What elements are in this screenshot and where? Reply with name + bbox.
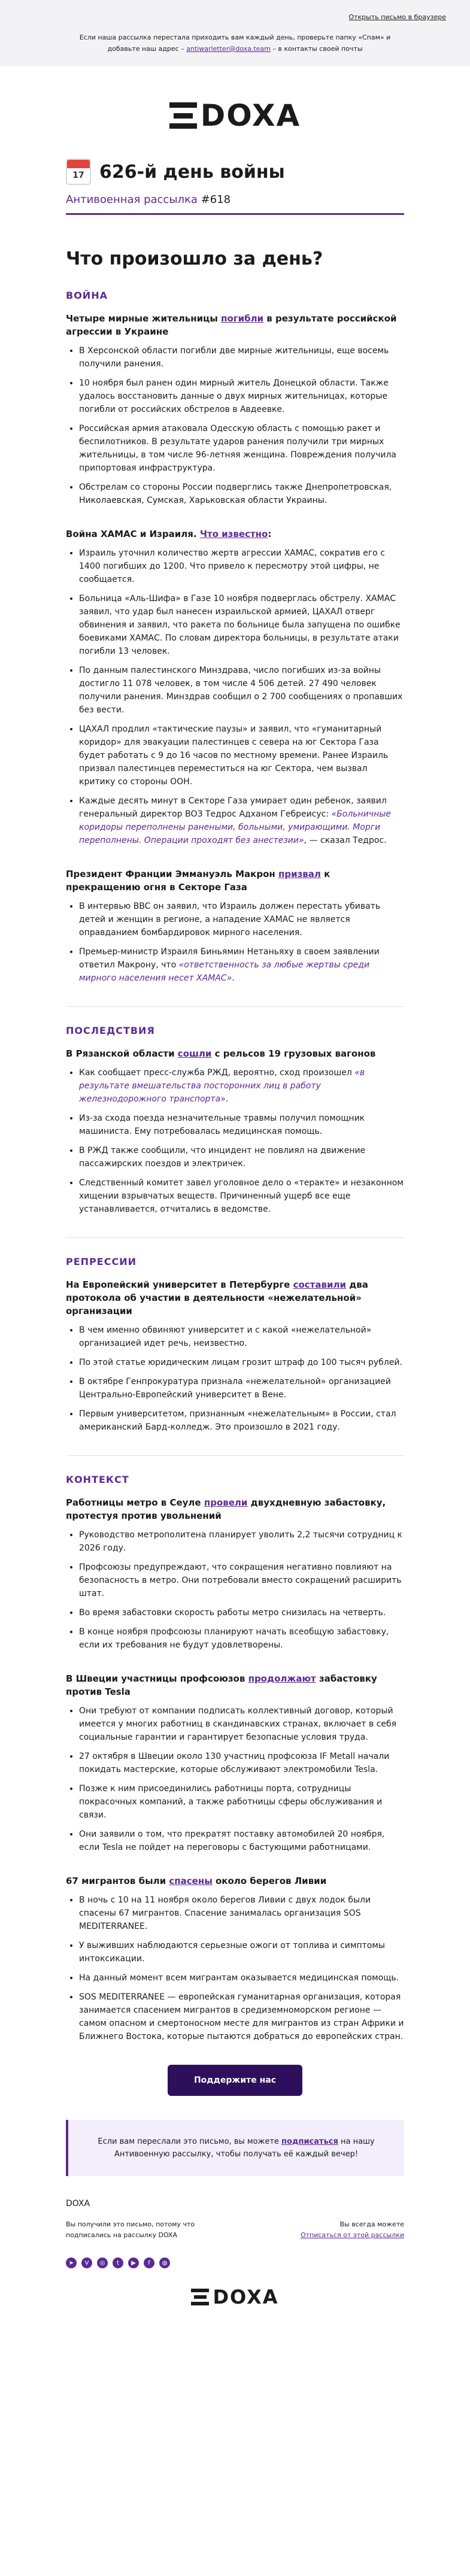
bullet-text: Каждые десять минут в Секторе Газа умирает один ребенок, заявил генеральный директор ВОЗ Тедрос Адханом Гебреисус: xyxy=(79,796,387,819)
footer-reason-line2: подписались на рассылку DOXA xyxy=(66,2231,177,2239)
headline-text-after: в результате российской агрессии в Украине xyxy=(66,313,397,337)
issue-title: 626-й день войны xyxy=(99,161,285,183)
headline-source-link[interactable]: провели xyxy=(204,1497,248,1508)
open-in-browser-row xyxy=(24,13,446,21)
bullet-text: В конце ноября профсоюзы планируют начать всеобщую забастовку, если их требования не будут удовлетворены. xyxy=(79,1627,389,1650)
bullet-text: Первым университетом, признанным «нежелательным» в России, стал американский Бард-колледж. Это произошло в 2021 году. xyxy=(79,1409,396,1432)
list-item xyxy=(79,377,404,416)
story-headline xyxy=(66,867,404,894)
bullet-text: Руководство метрополитена планирует уволить 2,2 тысячи сотрудниц к 2026 году. xyxy=(79,1530,403,1553)
bullet-text: ЦАХАЛ продлил «тактические паузы» и заявил, что «гуманитарный коридор» для эвакуации палестинцев с севера на юг Сектора Газа будет работать с 9 до 16 часов по местному времени. Ранее Израиль призвал палестинцев переместиться на юг Сектора, чем вызвал критику со стороны ООН. xyxy=(79,724,389,787)
bullet-text: В ночь с 10 на 11 ноября около берегов Ливии с двух лодок были спасены 67 мигрантов. Спасение занималась организация SOS MEDITERRANEE. xyxy=(79,1895,371,1931)
doxa-logo-mark-icon xyxy=(169,102,197,129)
facebook-icon[interactable]: f xyxy=(144,2258,154,2268)
footer-brand: DOXA xyxy=(66,2199,90,2208)
list-item xyxy=(79,422,404,475)
news-story xyxy=(66,527,404,847)
headline-source-link[interactable]: погибли xyxy=(221,313,264,324)
forward-text-after: на нашу Антивоенную рассылку, чтобы получать её каждый вечер! xyxy=(114,2137,375,2159)
calendar-icon xyxy=(66,159,91,185)
newsletter-name: Антивоенная рассылка xyxy=(66,193,198,206)
bullet-text: Из-за схода поезда незначительные травмы получил помощник машиниста. Ему потребовалась медицинская помощь. xyxy=(79,1113,365,1136)
footer-doxa-logo-mark-icon xyxy=(191,2289,209,2305)
footer-logo-wrap xyxy=(66,2286,404,2329)
headline-source-link[interactable]: спасены xyxy=(169,1876,213,1886)
notice-text-after: – в контакты своей почты xyxy=(270,45,363,53)
story-bullets xyxy=(66,1324,404,1434)
headline-text-after: к прекращению огня в Секторе Газа xyxy=(66,869,330,893)
issue-header xyxy=(0,159,470,215)
story-bullets xyxy=(66,900,404,985)
section-heading: ВОЙНА xyxy=(66,290,108,301)
section-3 xyxy=(66,1455,404,2043)
telegram-icon[interactable]: ➤ xyxy=(66,2258,77,2268)
list-item xyxy=(79,1324,404,1350)
story-headline xyxy=(66,527,404,541)
bullet-quote: «Больничные коридоры переполнены ранеными, больными, умирающими. Морги переполнены. Операции проходят без анестезии» xyxy=(79,809,391,845)
forwarded-subscribe-box xyxy=(66,2120,404,2176)
headline-source-link[interactable]: продолжают xyxy=(248,1673,316,1684)
bullet-text: В интервью BBC он заявил, что Израиль должен перестать убивать детей и женщин в регионе, а нападение ХАМАС не является оправданием бомбардировок мирного населения. xyxy=(79,902,381,937)
list-item xyxy=(79,723,404,788)
calendar-day: 17 xyxy=(72,171,84,180)
header-logo-wrap xyxy=(0,66,470,159)
headline-text-before: На Европейский университет в Петербурге xyxy=(66,1279,293,1290)
list-item xyxy=(79,1528,404,1555)
preheader xyxy=(0,0,470,66)
footer-unsubscribe-block xyxy=(301,2219,404,2241)
headline-text-before: 67 мигрантов были xyxy=(66,1876,169,1886)
forward-text-before: Если вам переслали это письмо, вы можете xyxy=(98,2137,282,2146)
list-item xyxy=(79,1606,404,1619)
story-headline xyxy=(66,312,404,338)
headline-text-before: Работницы метро в Сеуле xyxy=(66,1497,204,1508)
story-headline xyxy=(66,1672,404,1698)
story-headline xyxy=(66,1496,404,1522)
news-story xyxy=(66,867,404,985)
headline-text-after: забастовку против Tesla xyxy=(66,1673,377,1697)
sections-container xyxy=(66,290,404,2043)
youtube-icon[interactable]: ▶ xyxy=(128,2258,139,2268)
list-item xyxy=(79,1828,404,1854)
headline-text-before: Президент Франции Эммануэль Макрон xyxy=(66,869,278,879)
bullet-quote: «в результате вмешательства посторонних лиц в работу железнодорожного транспорта» xyxy=(79,1068,365,1104)
bullet-text: В октябре Генпрокуратура признала «нежелательной» организацией Центрально-Европейский университет в Вене. xyxy=(79,1377,391,1400)
list-item xyxy=(79,1561,404,1600)
list-item xyxy=(79,1750,404,1776)
notice-email-link[interactable]: antiwarletter@doxa.team xyxy=(186,45,271,53)
bullet-text: По данным палестинского Минздрава, число погибших из-за войны достигло 11 078 человек, в том числе 4 506 детей. 27 490 человек получили ранения. Минздрав сообщил о 2 700 сообщениях о пропавших без вести. xyxy=(79,666,403,715)
list-item xyxy=(79,664,404,717)
section-heading: КОНТЕКСТ xyxy=(66,1474,129,1485)
list-item xyxy=(79,1782,404,1822)
section-heading: ПОСЛЕДСТВИЯ xyxy=(66,1025,155,1036)
spam-notice xyxy=(24,32,446,54)
bullet-text: Как сообщает пресс-служба РЖД, вероятно, сход произошел xyxy=(79,1068,355,1078)
section-2 xyxy=(66,1237,404,1434)
issue-number: #618 xyxy=(197,193,231,206)
bullet-text: Профсоюзы предупреждают, что сокращения негативно повлияют на безопасность в метро. Они потребовали вместо сокращений расширить штат. xyxy=(79,1562,402,1598)
headline-source-link[interactable]: сошли xyxy=(177,1048,212,1059)
section-heading: РЕПРЕССИИ xyxy=(66,1256,137,1267)
list-item xyxy=(79,794,404,847)
bullet-tail: . xyxy=(225,1094,229,1104)
list-item xyxy=(79,1939,404,1965)
footer-reason xyxy=(66,2219,195,2241)
footer-doxa-logo-text: DOXA xyxy=(213,2286,279,2308)
instagram-icon[interactable]: ◎ xyxy=(97,2258,108,2268)
bullet-text: На данный момент всем мигрантам оказывается медицинская помощь. xyxy=(79,1973,399,1983)
bullet-text: В Херсонской области погибли две мирные жительницы, еще восемь получили ранения. xyxy=(79,346,389,369)
bullet-text: Они заявили о том, что прекратят поставку автомобилей 20 ноября, если Tesla не пойдет на переговоры с бастующими работницами. xyxy=(79,1829,385,1852)
bullet-text: 27 октября в Швеции около 130 участниц профсоюза IF Metall начали покидать мастерские, которые обслуживают электромобили Tesla. xyxy=(79,1752,390,1774)
story-bullets xyxy=(66,547,404,847)
news-story xyxy=(66,1672,404,1854)
main-heading: Что произошло за день? xyxy=(66,248,323,269)
list-item xyxy=(79,1066,404,1106)
list-item xyxy=(79,1625,404,1652)
twitter-icon[interactable]: t xyxy=(113,2258,123,2268)
story-bullets xyxy=(66,1704,404,1854)
news-story xyxy=(66,1278,404,1434)
list-item xyxy=(79,547,404,586)
website-icon[interactable]: ◍ xyxy=(159,2258,170,2268)
headline-source-link[interactable]: составили xyxy=(293,1279,346,1290)
bullet-text: Больница «Аль-Шифа» в Газе 10 ноября подверглась обстрелу. ХАМАС заявил, что удар был нанесен израильской армией, ЦАХАЛ отверг обвинения и заявил, что ракета по больнице была запущена по ошибке боевиками ХАМАС. По словам директора больницы, в результате атаки погибли 13 человек. xyxy=(79,594,401,656)
footer-unsub-line1: Вы всегда можете xyxy=(339,2220,404,2228)
doxa-logo-text: DOXA xyxy=(200,98,301,133)
issue-subtitle xyxy=(66,193,404,206)
list-item xyxy=(79,945,404,985)
list-item xyxy=(79,1991,404,2043)
list-item xyxy=(79,592,404,658)
bullet-text: SOS MEDITERRANEE — европейская гуманитарная организация, которая занимается спасением мигрантов в средиземноморском регионе — самом опасном и смертоносном месте для мигрантов из стран Африки и Ближнего Востока, которые пытаются добраться до европейских стран. xyxy=(79,1992,404,2041)
issue-title-row xyxy=(66,159,404,185)
list-item xyxy=(79,344,404,371)
bullet-text: Израиль уточнил количество жертв агрессии ХАМАС, сократив его с 1400 погибших до 1200. Что привело к пересмотру этой цифры, не сообщается. xyxy=(79,548,385,584)
headline-text-before: В Швеции участницы профсоюзов xyxy=(66,1673,248,1684)
bullet-text: В РЖД также сообщили, что инцидент не повлиял на движение пассажирских поездов и электричек. xyxy=(79,1146,366,1169)
story-bullets xyxy=(66,344,404,507)
list-item xyxy=(79,481,404,507)
open-in-browser-link[interactable]: Открыть письмо в браузере xyxy=(348,13,446,21)
bullet-text: Обстрелам со стороны России подверглись также Днепропетровская, Николаевская, Сумская, Харьковская области Украины. xyxy=(79,483,392,505)
subscribe-link[interactable]: подписаться xyxy=(281,2137,338,2146)
bullet-text: Во время забастовки скорость работы метро снизилась на четверть. xyxy=(79,1608,386,1618)
headline-source-link[interactable]: Что известно xyxy=(199,529,268,539)
bullet-quote: «ответственность за любые жертвы среди мирного населения несет ХАМАС» xyxy=(79,960,370,983)
news-story xyxy=(66,1874,404,2043)
bullet-text: Премьер-министр Израиля Биньямин Нетаньяху в своем заявлении ответил Макрону, что xyxy=(79,947,380,970)
bullet-text: Следственный комитет завел уголовное дело о «теракте» и незаконном хищении взрывчатых веществ. Причиненный ущерб все еще устанавливается, отчитались в ведомстве. xyxy=(79,1178,404,1214)
list-item xyxy=(79,1356,404,1369)
footer-reason-line1: Вы получили это письмо, потому что xyxy=(66,2220,195,2228)
list-item xyxy=(79,1407,404,1434)
story-headline xyxy=(66,1874,404,1888)
bullet-text: Они требуют от компании подписать коллективный договор, который имеется у многих работниц в скандинавских странах, включает в себя социальные гарантии и гарантирует безопасные условия труда. xyxy=(79,1706,397,1742)
news-story xyxy=(66,1496,404,1652)
newsletter-content xyxy=(0,248,470,2043)
news-story xyxy=(66,312,404,507)
story-bullets xyxy=(66,1066,404,1216)
social-links xyxy=(66,2258,404,2268)
list-item xyxy=(79,1176,404,1216)
footer-doxa-logo[interactable] xyxy=(191,2286,279,2308)
list-item xyxy=(79,1144,404,1170)
list-item xyxy=(79,1112,404,1138)
footer xyxy=(0,2176,470,2347)
bullet-text: Российская армия атаковала Одесскую область с помощью ракет и беспилотников. В результате ударов ранения получили три мирных жительницы, в том числе 96-летняя женщина. Повреждения получила припортовая инфраструктура. xyxy=(79,424,396,473)
bullet-text: В чем именно обвиняют университет и с какой «нежелательной» организацией идет речь, неизвестно. xyxy=(79,1325,372,1348)
bullet-tail: , — сказал Тедрос. xyxy=(304,836,387,845)
section-0 xyxy=(66,290,404,985)
headline-text-after: двухдневную забастовку, протестуя против увольнений xyxy=(66,1497,386,1521)
notice-text-before: Если наша рассылка перестала приходить вам каждый день, проверьте папку «Спам» и добавьте наш адрес – xyxy=(79,34,391,53)
bullet-text: У выживших наблюдаются серьезные ожоги от топлива и симптомы интоксикации. xyxy=(79,1941,385,1964)
list-item xyxy=(79,1894,404,1933)
story-headline xyxy=(66,1047,404,1060)
news-story xyxy=(66,1047,404,1216)
list-item xyxy=(79,1704,404,1744)
headline-text-before: Четыре мирные жительницы xyxy=(66,313,222,324)
cta-wrap xyxy=(0,2065,470,2096)
headline-text-before: Война ХАМАС и Израиля. xyxy=(66,529,200,539)
headline-text-after: два протокола об участии в деятельности «нежелательной» организации xyxy=(66,1279,368,1316)
story-bullets xyxy=(66,1894,404,2043)
support-us-button[interactable]: Поддержите нас xyxy=(168,2065,302,2096)
headline-text-before: В Рязанской области xyxy=(66,1048,178,1059)
headline-text-after: около берегов Ливии xyxy=(212,1876,327,1886)
footer-info-row xyxy=(66,2219,404,2241)
story-bullets xyxy=(66,1528,404,1652)
list-item xyxy=(79,1971,404,1985)
headline-text-after: : xyxy=(268,529,272,539)
list-item xyxy=(79,900,404,939)
headline-source-link[interactable]: призвал xyxy=(278,869,321,879)
unsubscribe-link[interactable]: Отписаться от этой рассылки xyxy=(300,2231,404,2239)
headline-text-after: с рельсов 19 грузовых вагонов xyxy=(211,1048,376,1059)
bullet-text: 10 ноября был ранен один мирный житель Донецкой области. Также удалось восстановить данные о двух мирных жительницах, которые погибли от российских обстрелов в Авдеевке. xyxy=(79,378,389,414)
bullet-text: Позже к ним присоединились работницы порта, сотрудницы покрасочных компаний, а также работницы сферы обслуживания и связи. xyxy=(79,1784,383,1820)
doxa-logo[interactable] xyxy=(169,98,301,133)
bullet-tail: . xyxy=(232,973,235,983)
vk-icon[interactable]: V xyxy=(81,2258,92,2268)
header-divider xyxy=(66,213,404,215)
story-headline xyxy=(66,1278,404,1318)
bullet-text: По этой статье юридическим лицам грозит штраф до 100 тысяч рублей. xyxy=(79,1358,402,1367)
section-1 xyxy=(66,1006,404,1216)
list-item xyxy=(79,1375,404,1401)
